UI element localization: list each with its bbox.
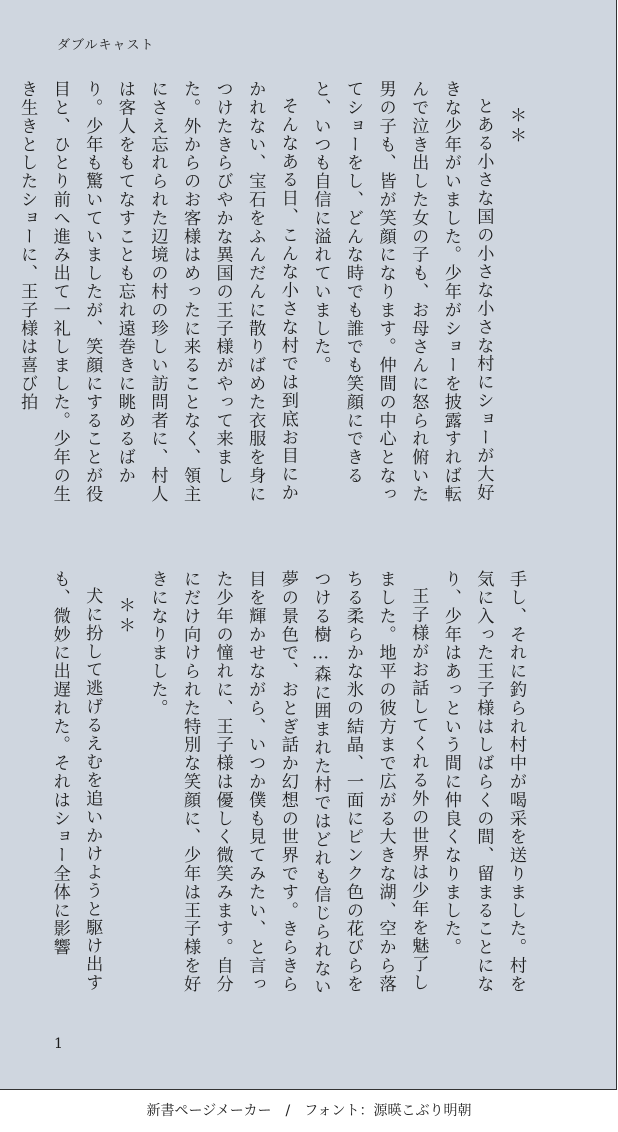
section-break: ＊＊ [506, 105, 526, 147]
text-block-upper [17, 80, 532, 520]
paragraph: 王子様がお話してくれる外の世界は少年を魅了しました。地平の彼方まで広がる大きな湖、空から落ちる柔らかな氷の結晶、一面にピンク色の花びらをつける樹…森に囲まれた村ではどれも信じられない夢の景色で、おとぎ話か幻想の世界です。きらきら目を輝かせながら、いつか僕も見てみたい、と言った少年の憧れに、王子様は優しく微笑みます。自分にだけ向けられた特別な笑顔に、少年は王子様を好きになりました。 [147, 570, 429, 996]
text-block-lower [49, 570, 532, 1010]
section-break: ＊＊ [114, 595, 135, 637]
paragraph: とある小さな国の小さな小さな村にショーが大好きな少年がいました。少年がショーを披露すれば転んで泣き出した女の子も、お母さんに怒られ俯いた男の子も、皆が笑顔になります。仲間の中心となってショーをし、どんな時でも誰でも笑顔にできると、いつも自信に溢れていました。 [310, 80, 494, 504]
running-title: ダブルキャスト [57, 38, 155, 53]
paragraph-continued: 手し、それに釣られ村中が喝采を送りました。村を気に入った王子様はしばらくの間、留まることになり、少年はあっという間に仲良くなりました。 [440, 570, 526, 994]
paragraph: 犬に扮して逃げるえむを追いかけようと駆け出すも、微妙に出遅れた。それはショー全体に影響 [49, 570, 103, 992]
paragraph: そんなある日、こんな小さな村では到底お目にかかれない、宝石をふんだんに散りばめた衣服を身につけたきらびやかな異国の王子様がやって来ました。外からのお客様はめったに来ることなく、領主にさえ忘れられた辺境の村の珍しい訪問者に、村人は客人をもてなすことも忘れ遠巻きに眺めるばかり。少年も驚いていましたが、笑顔にすることが役目と、ひとり前へ進み出て一礼しました。少年の生き生きとしたショーに、王子様は喜び拍 [17, 80, 298, 504]
page-number: 1 [54, 1036, 63, 1052]
footer-credit: 新書ページメーカー / フォント：源暎こぶり明朝 [146, 1103, 472, 1119]
